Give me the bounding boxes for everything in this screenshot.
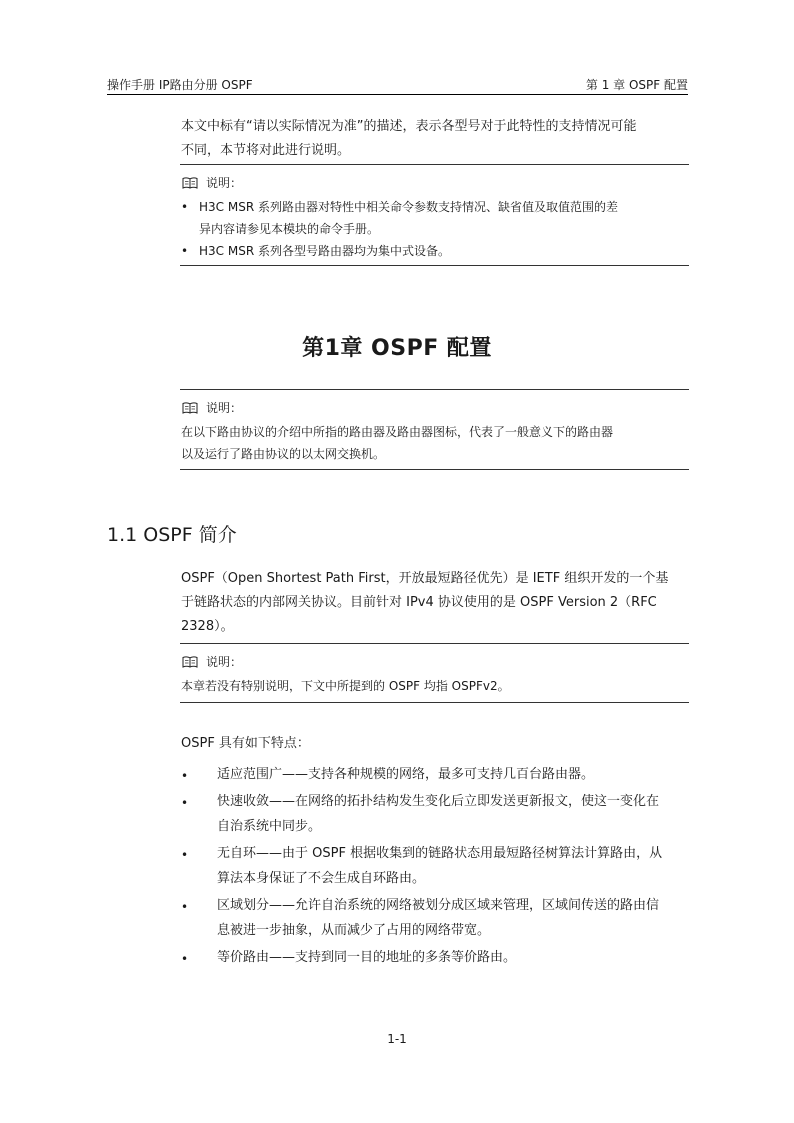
note2-label: 说明： <box>206 401 243 415</box>
note1-top-rule <box>180 164 689 165</box>
feature-1-marker: • <box>181 769 189 783</box>
page-number: 1-1 <box>387 1032 407 1046</box>
feature-3-line-1: 无自环——由于 OSPF 根据收集到的链路状态用最短路径树算法计算路由，从 <box>217 846 663 861</box>
feature-2-line-2: 自治系统中同步。 <box>217 819 322 834</box>
note3-line-1: 本章若没有特别说明，下文中所提到的 OSPF 均指 OSPFv2。 <box>181 679 510 693</box>
running-header-left: 操作手册 IP路由分册 OSPF <box>107 78 253 92</box>
book-icon <box>182 402 198 414</box>
note3-bottom-rule <box>180 702 689 703</box>
note3-heading <box>182 653 242 670</box>
note1-bullet-1-marker: • <box>181 200 189 214</box>
feature-2-line-1: 快速收敛——在网络的拓扑结构发生变化后立即发送更新报文，使这一变化在 <box>217 794 660 809</box>
note2-top-rule <box>180 389 689 390</box>
feature-5-marker: • <box>181 952 189 966</box>
section-para-line-3: 2328）。 <box>181 619 234 634</box>
chapter-title: 第1章 OSPF 配置 <box>302 336 492 361</box>
feature-5-line-1: 等价路由——支持到同一目的地址的多条等价路由。 <box>217 950 517 965</box>
note1-bullet-1-line-1: H3C MSR 系列路由器对特性中相关命令参数支持情况、缺省值及取值范围的差 <box>199 200 618 214</box>
running-header-right: 第 1 章 OSPF 配置 <box>585 78 688 92</box>
note2-heading <box>182 399 242 416</box>
note3-top-rule <box>180 643 689 644</box>
feature-4-line-2: 息被进一步抽象，从而减少了占用的网络带宽。 <box>217 923 491 938</box>
section-title: 1.1 OSPF 简介 <box>107 524 237 546</box>
feature-1-line-1: 适应范围广——支持各种规模的网络，最多可支持几百台路由器。 <box>217 767 595 782</box>
note3-label: 说明： <box>206 655 243 669</box>
feature-4-marker: • <box>181 900 189 914</box>
note1-bullet-2-line-1: H3C MSR 系列各型号路由器均为集中式设备。 <box>199 244 450 258</box>
note1-heading <box>182 174 242 191</box>
features-intro: OSPF 具有如下特点： <box>181 736 310 751</box>
note1-bullet-1-line-2: 异内容请参见本模块的命令手册。 <box>199 222 380 236</box>
note2-line-1: 在以下路由协议的介绍中所指的路由器及路由器图标，代表了一般意义下的路由器 <box>181 425 614 439</box>
intro-line-2: 不同，本节将对此进行说明。 <box>181 143 351 158</box>
book-icon <box>182 177 198 189</box>
feature-2-marker: • <box>181 796 189 810</box>
note1-bullet-2-marker: • <box>181 244 189 258</box>
note1-bottom-rule <box>180 265 689 266</box>
header-rule <box>107 94 688 95</box>
feature-3-line-2: 算法本身保证了不会生成自环路由。 <box>217 871 426 886</box>
intro-line-1: 本文中标有“请以实际情况为准”的描述，表示各型号对于此特性的支持情况可能 <box>181 119 637 134</box>
note1-label: 说明： <box>206 176 243 190</box>
book-icon <box>182 656 198 668</box>
feature-4-line-1: 区域划分——允许自治系统的网络被划分成区域来管理，区域间传送的路由信 <box>217 898 660 913</box>
section-para-line-2: 于链路状态的内部网关协议。目前针对 IPv4 协议使用的是 OSPF Version 2（RFC <box>181 595 657 610</box>
note2-line-2: 以及运行了路由协议的以太网交换机。 <box>181 447 386 461</box>
feature-3-marker: • <box>181 848 189 862</box>
section-para-line-1: OSPF（Open Shortest Path First，开放最短路径优先）是 IETF 组织开发的一个基 <box>181 571 669 586</box>
note2-bottom-rule <box>180 469 689 470</box>
